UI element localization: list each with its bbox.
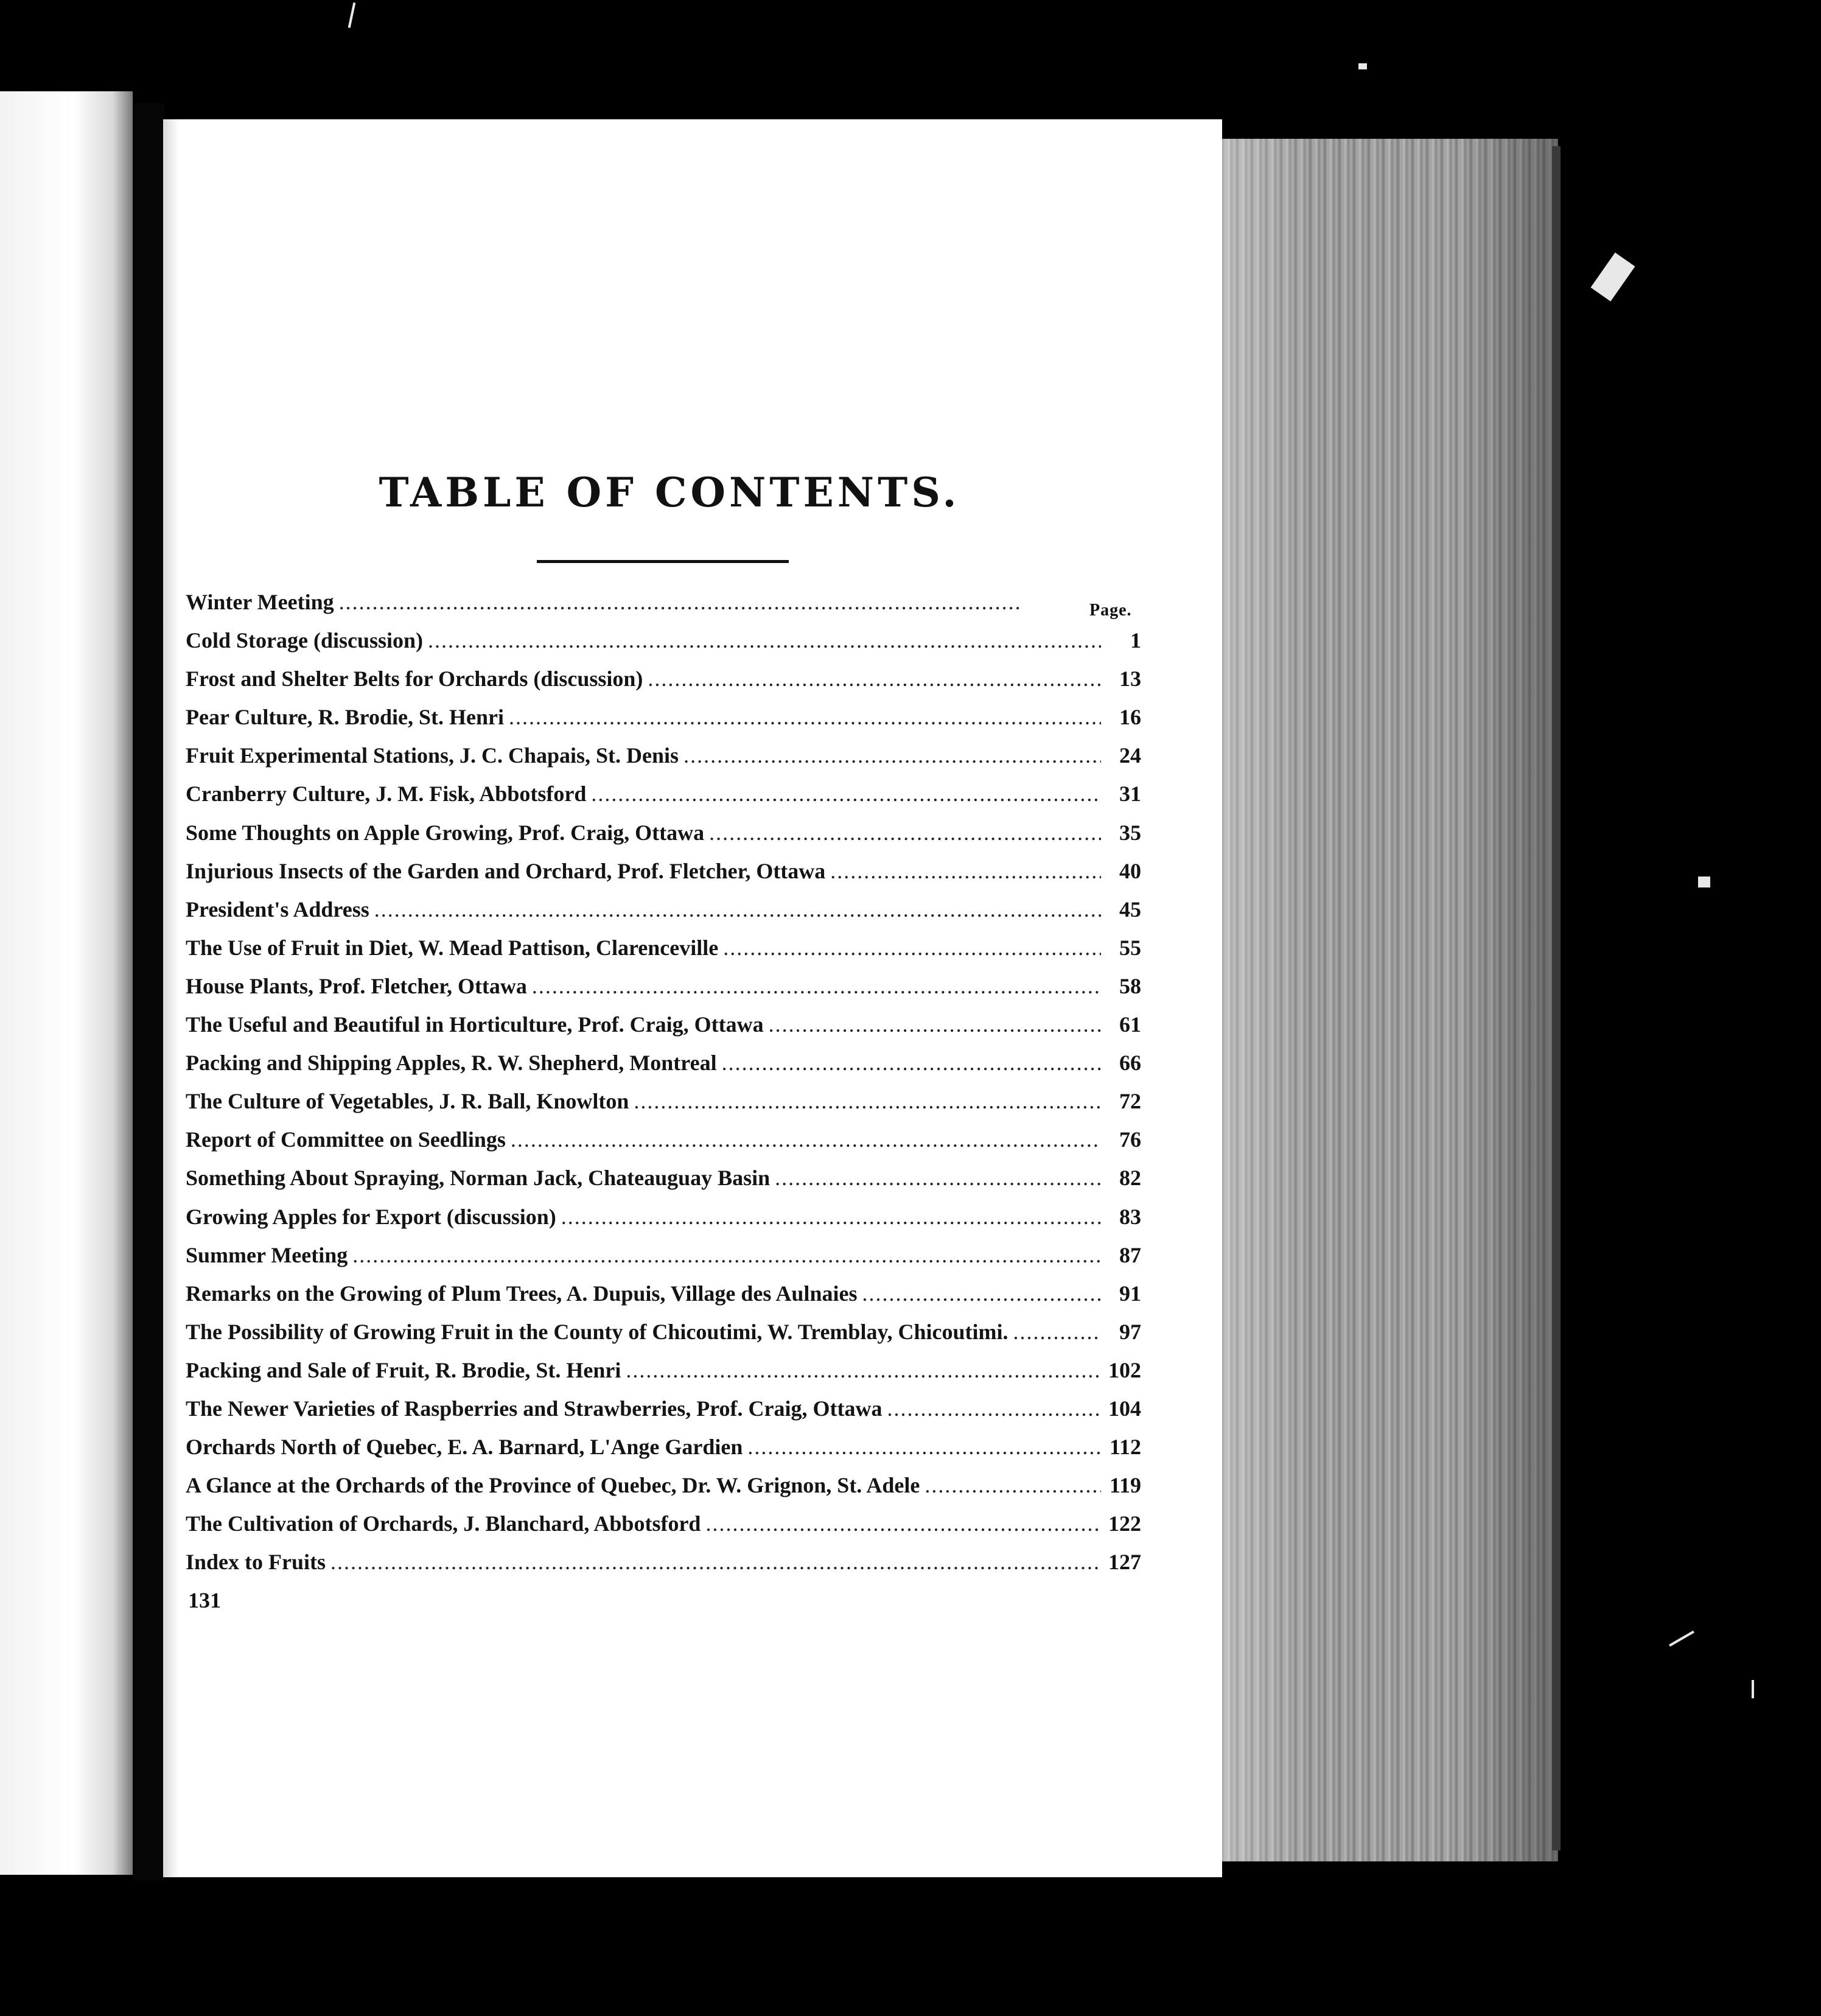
book-cover-edge (1552, 146, 1561, 1850)
dust-speck (1698, 877, 1710, 887)
dot-leader (561, 1204, 1101, 1230)
title-rule (537, 560, 789, 563)
toc-entry (186, 1127, 1141, 1165)
dot-leader (591, 781, 1101, 807)
toc-entry-title: Injurious Insects of the Garden and Orchard, Prof. Fletcher, Ottawa (186, 858, 826, 883)
toc-entry (186, 1050, 1141, 1088)
dust-speck (1752, 1680, 1754, 1698)
toc-entry (186, 1511, 1141, 1549)
toc-entry-title: Something About Spraying, Norman Jack, Chateauguay Basin (186, 1166, 771, 1191)
toc-entry-page: 45 (1119, 897, 1141, 922)
page-edges (1211, 139, 1558, 1861)
toc-entry-page: 31 (1119, 782, 1141, 807)
dot-leader (723, 935, 1101, 961)
toc-entry-page: 112 (1109, 1435, 1141, 1460)
toc-entry (186, 1434, 1141, 1472)
toc-entry-page: 82 (1119, 1166, 1141, 1191)
toc-entry-title: Fruit Experimental Stations, J. C. Chapais, St. Denis (186, 743, 679, 768)
toc-entry-title: Index to Fruits (186, 1550, 326, 1575)
toc-entry-page: 102 (1108, 1357, 1141, 1382)
dot-leader (924, 1472, 1101, 1498)
dust-speck (348, 2, 356, 28)
dot-leader (775, 1165, 1101, 1191)
toc-entry (186, 1088, 1141, 1127)
toc-entry-title: Remarks on the Growing of Plum Trees, A. Dupuis, Village des Aulnaies (186, 1281, 858, 1306)
toc-entry-title: The Use of Fruit in Diet, W. Mead Pattison, Clarenceville (186, 935, 719, 960)
toc-entry (186, 1204, 1141, 1242)
toc-entry-page: 16 (1119, 705, 1141, 730)
toc-entry (186, 1281, 1141, 1319)
toc-entry-page: 35 (1119, 820, 1141, 845)
toc-entry (186, 897, 1141, 935)
toc-entry-title: Orchards North of Quebec, E. A. Barnard, L'Ange Gardien (186, 1435, 743, 1460)
facing-page-edge (0, 91, 133, 1875)
toc-entry-page: 76 (1119, 1127, 1141, 1152)
toc-entry-page: 61 (1119, 1012, 1141, 1037)
dot-leader (626, 1357, 1101, 1383)
toc-entry (186, 781, 1141, 819)
toc-entry-page: 13 (1119, 667, 1141, 691)
dot-leader (722, 1050, 1101, 1076)
dust-speck (1591, 253, 1635, 301)
toc-entry-title: Cold Storage (discussion) (186, 628, 424, 653)
toc-entry (186, 1357, 1141, 1396)
toc-entry-title: A Glance at the Orchards of the Province of Quebec, Dr. W. Grignon, St. Adele (186, 1473, 920, 1498)
toc-entry (186, 743, 1141, 781)
toc-entry (186, 628, 1141, 666)
toc-entry-page: 119 (1109, 1473, 1141, 1498)
page-column-label: Page. (1089, 601, 1132, 620)
toc-entry-page: 83 (1119, 1204, 1141, 1229)
toc-entry-title: Packing and Shipping Apples, R. W. Shepherd, Montreal (186, 1051, 717, 1076)
dust-speck (1358, 63, 1367, 69)
toc-entry (186, 1396, 1141, 1434)
toc-entry (186, 935, 1141, 973)
toc-entry-title: Some Thoughts on Apple Growing, Prof. Craig, Ottawa (186, 820, 705, 845)
toc-entry (186, 666, 1141, 704)
dot-leader (428, 628, 1101, 653)
toc-entry (186, 820, 1141, 858)
toc-entry (186, 973, 1141, 1012)
dot-leader (634, 1088, 1101, 1114)
toc-entry-title: The Newer Varieties of Raspberries and Strawberries, Prof. Craig, Ottawa (186, 1396, 883, 1421)
toc-entry-page: 55 (1119, 935, 1141, 960)
toc-entry-title: Winter Meeting (186, 590, 334, 614)
book-gutter (133, 103, 164, 1881)
toc-entry-title: The Possibility of Growing Fruit in the County of Chicoutimi, W. Tremblay, Chicoutimi. (186, 1319, 1008, 1344)
toc-entry (186, 1472, 1141, 1511)
toc-entry-page: 131 (188, 1588, 221, 1613)
toc-entry (186, 858, 1141, 897)
toc-entry-page: 97 (1119, 1319, 1141, 1344)
toc-entry (186, 1242, 1141, 1281)
toc-entry (186, 1319, 1141, 1357)
dot-leader (511, 1127, 1101, 1152)
toc-entry-page: 87 (1119, 1242, 1141, 1267)
toc-entry-page: 127 (1108, 1550, 1141, 1575)
dot-leader (1013, 1319, 1101, 1345)
toc-entry (186, 704, 1141, 743)
toc-entry (186, 1012, 1141, 1050)
toc-entry (186, 1549, 1141, 1587)
toc-entry-title: Report of Committee on Seedlings (186, 1127, 506, 1152)
toc-entry-page: 122 (1108, 1511, 1141, 1536)
toc-entry-title: Cranberry Culture, J. M. Fisk, Abbotsford (186, 782, 587, 807)
toc-entry-title: The Useful and Beautiful in Horticulture, Prof. Craig, Ottawa (186, 1012, 764, 1037)
dot-leader (709, 820, 1101, 845)
toc-entry-page: 66 (1119, 1051, 1141, 1076)
toc-entry-page: 24 (1119, 743, 1141, 768)
dot-leader (862, 1281, 1101, 1306)
toc-entry-title: Packing and Sale of Fruit, R. Brodie, St. Henri (186, 1357, 621, 1382)
toc-entry-page: 1 (1130, 628, 1141, 653)
dot-leader (887, 1396, 1101, 1421)
toc-entry-title: Summer Meeting (186, 1242, 348, 1267)
dust-speck (1669, 1631, 1694, 1647)
dot-leader (330, 1549, 1101, 1575)
toc-entry-title: House Plants, Prof. Fletcher, Ottawa (186, 973, 527, 998)
toc-entry-title: Pear Culture, R. Brodie, St. Henri (186, 705, 504, 730)
toc-entry-title: President's Address (186, 897, 369, 922)
toc-entry-page: 91 (1119, 1281, 1141, 1306)
toc-entry-title: The Culture of Vegetables, J. R. Ball, Knowlton (186, 1089, 629, 1114)
toc-entry-page: 72 (1119, 1089, 1141, 1114)
toc-entry-page: 40 (1119, 858, 1141, 883)
toc-entry-title: The Cultivation of Orchards, J. Blanchard, Abbotsford (186, 1511, 701, 1536)
dot-leader (339, 589, 1021, 615)
dot-leader (352, 1242, 1101, 1268)
dot-leader (705, 1511, 1101, 1536)
dot-leader (747, 1434, 1101, 1460)
toc-entry (186, 1165, 1141, 1203)
page-title: TABLE OF CONTENTS. (379, 469, 960, 516)
toc-entry-page: 58 (1119, 973, 1141, 998)
dot-leader (769, 1012, 1101, 1037)
toc-entry (186, 589, 1141, 628)
dot-leader (683, 743, 1101, 768)
toc-entry-page: 104 (1108, 1396, 1141, 1421)
contents-list (186, 589, 1141, 1626)
dot-leader (509, 704, 1101, 730)
toc-entry-title: Frost and Shelter Belts for Orchards (discussion) (186, 667, 643, 691)
toc-entry-title: Growing Apples for Export (discussion) (186, 1204, 556, 1229)
dot-leader (830, 858, 1101, 884)
dot-leader (648, 666, 1101, 691)
dot-leader (532, 973, 1101, 999)
toc-entry (186, 1587, 1141, 1626)
dot-leader (374, 897, 1101, 922)
